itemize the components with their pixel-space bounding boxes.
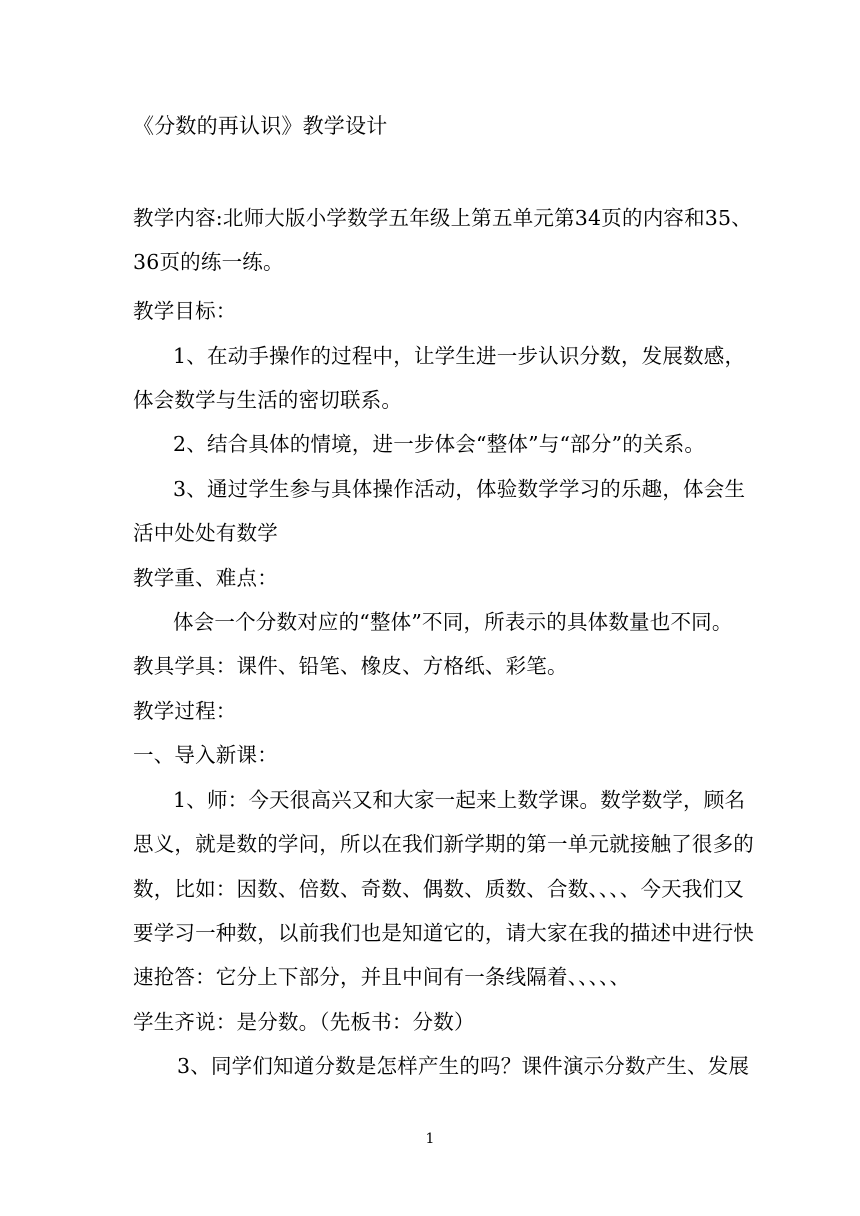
text-line-content-2: 36页的练一练。 [133,250,284,274]
text-line-content-1: 教学内容:北师大版小学数学五年级上第五单元第34页的内容和35、 [133,206,752,230]
heading-introduction: 一、导入新课： [133,743,278,767]
page-number: 1 [425,1131,435,1147]
heading-teaching-process: 教学过程： [133,699,237,723]
text-line-intro-6: 3、同学们知道分数是怎样产生的吗？课件演示分数产生、发展 [177,1054,750,1078]
text-line-goal-1b: 体会数学与生活的密切联系。 [133,388,403,412]
text-line-intro-4: 要学习一种数，以前我们也是知道它的，请大家在我的描述中进行快 [133,921,754,945]
text-line-intro-2: 思义，就是数的学问，所以在我们新学期的第一单元就接触了很多的 [133,832,754,856]
text-line-intro-1: 1、师：今天很高兴又和大家一起来上数学课。数学数学，顾名 [173,788,746,812]
document-title: 《分数的再认识》教学设计 [133,114,388,138]
text-line-teaching-aids: 教具学具：课件、铅笔、橡皮、方格纸、彩笔。 [133,654,568,678]
text-line-key-point: 体会一个分数对应的“整体”不同，所表示的具体数量也不同。 [173,610,733,634]
text-line-goal-1a: 1、在动手操作的过程中，让学生进一步认识分数，发展数感， [173,344,746,368]
text-line-goal-3a: 3、通过学生参与具体操作活动，体验数学学习的乐趣，体会生 [173,477,746,501]
text-line-intro-5: 速抢答：它分上下部分，并且中间有一条线隔着、、、、、 [133,965,631,989]
heading-key-points: 教学重、难点： [133,566,278,590]
heading-teaching-goals: 教学目标： [133,299,237,323]
text-line-students-answer: 学生齐说：是分数。（先板书：分数） [133,1010,475,1034]
text-line-goal-3b: 活中处处有数学 [133,521,278,545]
text-line-goal-2: 2、结合具体的情境，进一步体会“整体”与“部分”的关系。 [173,432,706,456]
text-line-intro-3: 数，比如：因数、倍数、奇数、偶数、质数、合数、、、、今天我们又 [133,877,744,901]
